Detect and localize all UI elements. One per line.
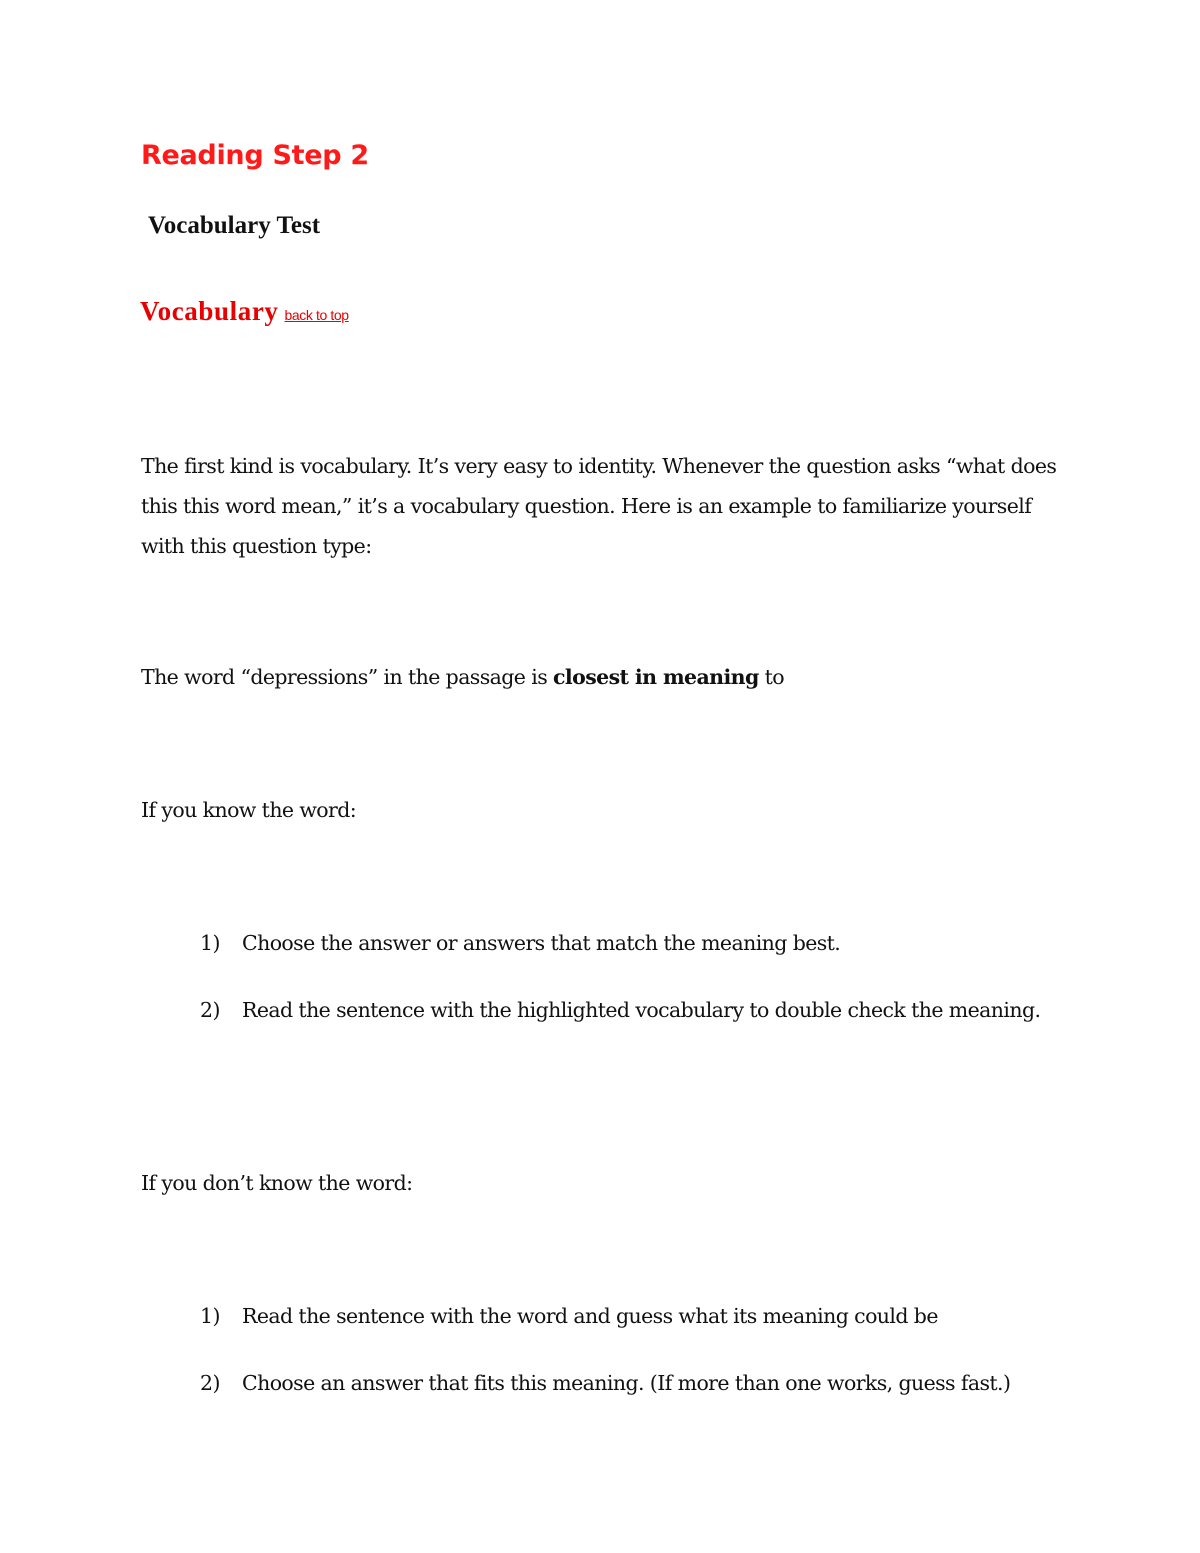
list-item [200, 923, 1070, 963]
list-item-number: 1) [200, 931, 220, 955]
list-item [200, 1363, 1070, 1403]
question-example [141, 657, 1071, 697]
list-item-number: 2) [200, 998, 220, 1022]
list-item-number: 2) [200, 1371, 220, 1395]
section-heading [140, 296, 349, 327]
list-item-text: Read the sentence with the word and guess what its meaning could be [242, 1304, 938, 1328]
question-example-emphasis: closest in meaning [553, 665, 759, 689]
list-item-number: 1) [200, 1304, 220, 1328]
back-to-top-link[interactable]: back to top [284, 307, 349, 323]
page-subtitle: Vocabulary Test [148, 212, 321, 239]
page-title: Reading Step 2 [141, 140, 369, 171]
question-example-after: to [758, 665, 784, 689]
question-example-before: The word “depressions” in the passage is [141, 665, 554, 689]
intro-paragraph: The first kind is vocabulary. It’s very easy to identity. Whenever the question asks “what does this this word mean,” it’s a vocabulary question. Here is an example to familiarize yourself with this question type: [141, 454, 1057, 558]
list-item-text: Choose the answer or answers that match the meaning best. [242, 931, 841, 955]
list-item [200, 990, 1070, 1030]
know-word-heading: If you know the word: [141, 798, 357, 822]
list-item-text: Choose an answer that fits this meaning. (If more than one works, guess fast.) [242, 1371, 1011, 1395]
dont-know-word-heading: If you don’t know the word: [141, 1171, 413, 1195]
list-item [200, 1296, 1070, 1336]
list-item-text: Read the sentence with the highlighted vocabulary to double check the meaning. [242, 998, 1041, 1022]
section-heading-text: Vocabulary [140, 296, 279, 326]
